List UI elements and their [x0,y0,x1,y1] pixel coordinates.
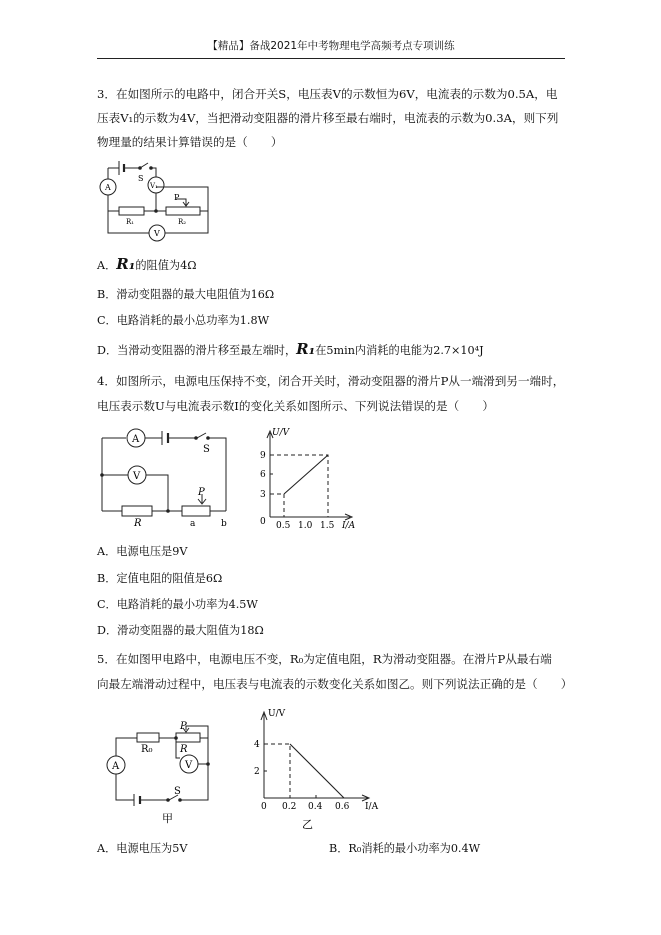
q5-option-b[interactable]: B．R₀消耗的最小功率为0.4W [329,842,481,855]
q5-ui-graph [252,704,394,832]
q5-graph-ytick-4: 4 [254,740,260,750]
q4-resistor-label: R [134,518,142,529]
q3-ammeter-label: A [105,183,111,192]
q3-text-line-3: 物理量的结果计算错误的是（ ） [97,135,283,149]
q4-terminal-a-label: a [190,519,196,529]
q5-voltmeter-label: V [185,760,193,771]
q5-text-line-2: 向最左端滑动过程中，电压表与电流表的示数变化关系如图乙。则下列说法正确的是（ ） [97,677,573,691]
q4-slider-label: P [198,487,205,498]
q4-graph-y-axis-label: U/V [272,428,290,438]
q3-option-a-letter: A． [97,259,117,272]
q3-option-d[interactable] [97,341,484,359]
q5-graph-xtick-0-4: 0.4 [308,802,323,812]
q4-text-line-2: 电压表示数U与电流表示数I的变化关系如图所示、下列说法错误的是（ ） [97,399,494,413]
q3-circuit-diagram [96,157,216,245]
q5-resistor-r0-label: R₀ [141,744,153,755]
q5-slider-label: P [180,721,187,732]
q4-switch-label: S [203,444,210,455]
page-header: 【精品】备战2021年中考物理电学高频考点专项训练 [207,40,455,52]
q5-graph-x-axis-label: I/A [365,802,379,812]
q3-slider-label: P [174,193,180,202]
q4-ui-graph [252,425,364,529]
q3-option-a[interactable] [97,256,196,274]
q4-graph-origin-label: 0 [260,517,266,527]
q4-graph-xtick-1-5: 1.5 [320,521,335,531]
q3-option-d-text-post: 在5min内消耗的电能为2.7×10⁴J [315,344,484,357]
q4-graph-ytick-9: 9 [260,451,266,461]
q4-graph-ytick-3: 3 [260,490,266,500]
q5-graph-xtick-0-2: 0.2 [282,802,297,812]
q4-graph-x-axis-label: I/A [342,521,356,531]
q5-text-line-1: 5．在如图甲电路中，电源电压不变，R₀为定值电阻，R为滑动变阻器。在滑片P从最右端 [97,652,552,666]
q3-resistor-r2-label: R₂ [178,218,187,226]
q4-terminal-b-label: b [221,519,227,529]
q3-voltmeter-v-label: V [154,229,160,238]
q5-graph-ytick-2: 2 [254,767,260,777]
q3-voltmeter-v1-label: V₁ [150,182,158,190]
q3-option-a-text: 的阻值为4Ω [135,259,197,272]
q4-graph-xtick-1-0: 1.0 [298,521,313,531]
q4-option-a[interactable]: A．电源电压是9V [97,545,188,558]
q3-option-d-symbol: R₁ [296,340,316,358]
q5-ammeter-label: A [112,761,120,772]
q4-voltmeter-label: V [133,471,141,482]
q3-option-a-symbol: R₁ [116,255,136,273]
q3-switch-label: S [138,174,144,183]
q3-text-line-2: 压表V₁的示数为4V，当把滑动变阻器的滑片移至最右端时，电流表的示数为0.3A，则下列 [97,111,559,125]
q4-option-d[interactable]: D．滑动变阻器的最大阻值为18Ω [97,624,264,637]
q3-option-b[interactable]: B．滑动变阻器的最大电阻值为16Ω [97,288,275,301]
q4-ammeter-label: A [132,434,140,445]
q5-circuit-caption: 甲 [162,812,173,825]
q5-switch-label: S [174,786,181,797]
q4-text-line-1: 4．如图所示，电源电压保持不变，闭合开关时，滑动变阻器的滑片P从一端滑到另一端时， [97,374,565,388]
q5-graph-xtick-0: 0 [261,802,267,812]
header-divider [97,58,565,59]
q5-option-a[interactable]: A．电源电压为5V [97,842,188,855]
q3-resistor-r1-label: R₁ [126,218,135,226]
q4-graph-ytick-6: 6 [260,470,266,480]
q4-option-c[interactable]: C．电路消耗的最小功率为4.5W [97,598,258,611]
q4-option-b[interactable]: B．定值电阻的阻值是6Ω [97,572,223,585]
q5-graph-xtick-0-6: 0.6 [335,802,350,812]
q5-resistor-r-label: R [180,744,188,755]
q5-circuit-diagram [104,716,216,826]
q3-option-c[interactable]: C．电路消耗的最小总功率为1.8W [97,314,270,327]
q5-graph-y-axis-label: U/V [268,709,286,719]
q3-option-d-text-pre: D．当滑动变阻器的滑片移至最左端时， [97,344,297,357]
q4-graph-xtick-0-5: 0.5 [276,521,291,531]
q5-graph-caption: 乙 [302,818,313,831]
q3-text-line-1: 3．在如图所示的电路中，闭合开关S，电压表V的示数恒为6V，电流表的示数为0.5A，电 [97,87,558,101]
q4-circuit-diagram [98,425,238,527]
